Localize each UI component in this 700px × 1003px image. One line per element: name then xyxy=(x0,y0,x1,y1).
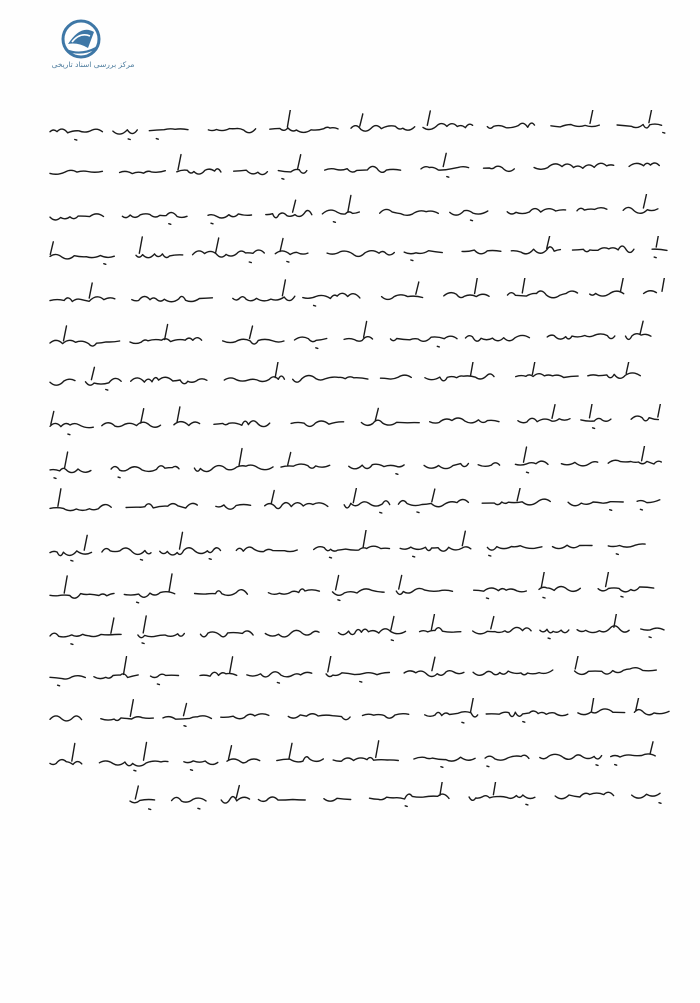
ink-stroke xyxy=(50,488,660,513)
handwritten-line xyxy=(40,656,670,696)
handwritten-line xyxy=(40,740,670,780)
handwritten-line xyxy=(40,194,670,234)
ink-stroke xyxy=(50,404,661,435)
ink-stroke xyxy=(50,656,656,686)
handwritten-line xyxy=(40,488,670,528)
archive-name: مرکز بررسی اسناد تاریخی xyxy=(51,60,135,69)
ink-stroke xyxy=(50,236,667,264)
handwritten-line xyxy=(40,614,670,654)
handwritten-text-block xyxy=(40,110,670,830)
handwritten-line xyxy=(40,152,670,192)
handwritten-line xyxy=(40,572,670,612)
handwritten-line xyxy=(40,782,670,822)
handwritten-line xyxy=(40,110,670,150)
ink-stroke xyxy=(50,195,658,225)
ink-stroke xyxy=(50,362,640,390)
ink-stroke xyxy=(130,782,661,810)
ink-stroke xyxy=(50,530,645,561)
ink-stroke xyxy=(50,278,670,306)
handwritten-line xyxy=(40,404,670,444)
handwritten-line xyxy=(40,362,670,402)
handwritten-line xyxy=(40,446,670,486)
handwritten-line xyxy=(40,698,670,738)
ink-stroke xyxy=(50,321,651,348)
handwritten-line xyxy=(40,236,670,276)
ink-stroke xyxy=(50,741,655,771)
ink-stroke xyxy=(50,614,664,644)
ink-stroke xyxy=(50,572,654,603)
handwritten-line xyxy=(40,320,670,360)
ink-stroke xyxy=(50,110,665,140)
ink-stroke xyxy=(50,153,659,179)
handwritten-line xyxy=(40,530,670,570)
ink-stroke xyxy=(50,698,669,726)
archive-seal-icon xyxy=(58,18,104,60)
ink-stroke xyxy=(50,446,661,478)
handwritten-line xyxy=(40,278,670,318)
archive-logo xyxy=(48,18,138,74)
